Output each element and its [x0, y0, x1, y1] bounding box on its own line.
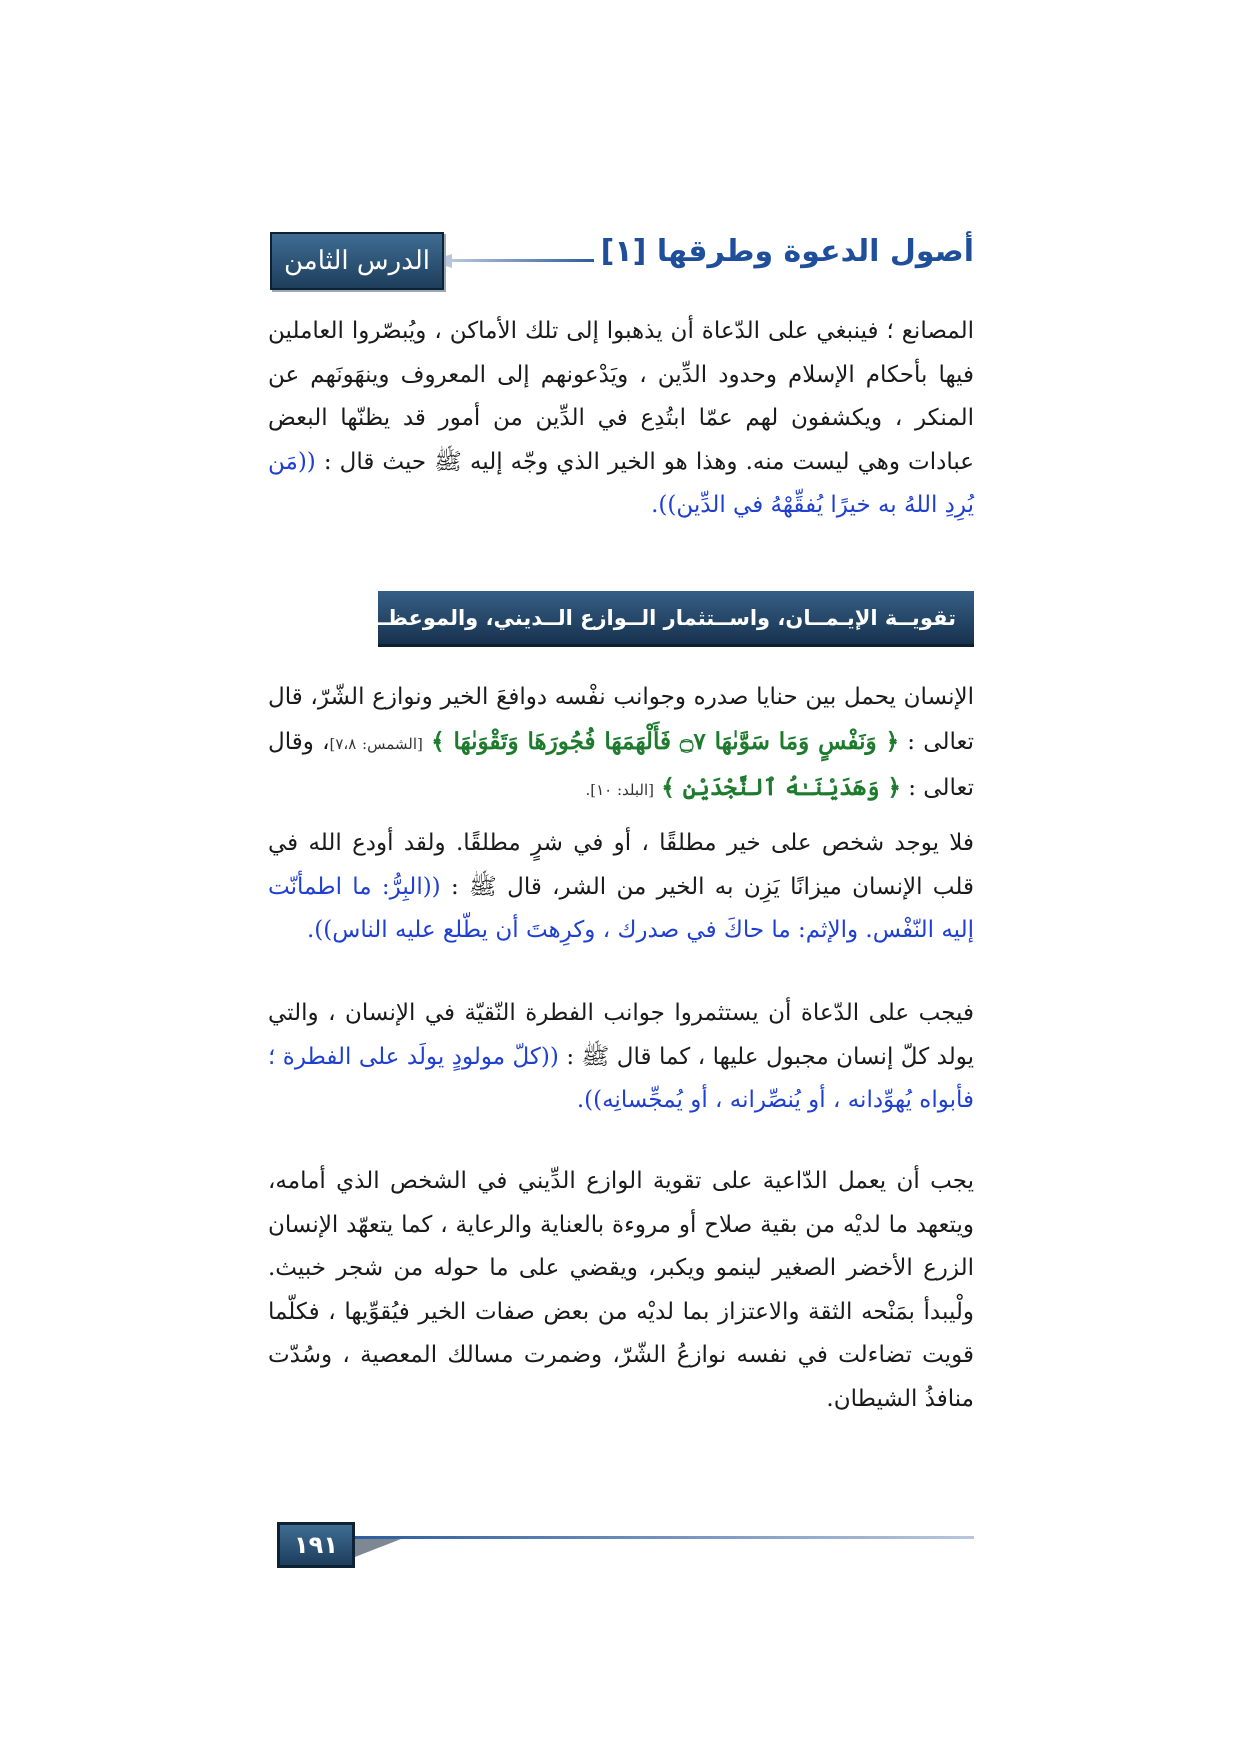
- quran-verse-2: ﴿ وَهَدَيْنَـٰهُ ٱلنَّجْدَيْنِ ﴾: [661, 774, 901, 801]
- quran-verse-1: ﴿ وَنَفْسٍ وَمَا سَوَّىٰهَا ۝٧ فَأَلْهَمَهَا فُجُورَهَا وَتَقْوَىٰهَا ﴾: [431, 727, 900, 755]
- section-heading-bar: [266, 591, 974, 647]
- paragraph-4: [268, 1160, 974, 1421]
- paragraph-3-hadith: ((كلّ مولودٍ يولَد على الفطرة ؛ فأبواه يُهوِّدانه ، أو يُنصِّرانه ، أو يُمجِّسانِه)).: [268, 1043, 974, 1113]
- lesson-badge: [270, 232, 444, 290]
- quran-reference-1: [الشمس: ٧،٨]: [329, 734, 423, 753]
- paragraph-2-text: فلا يوجد شخص على خير مطلقًا ، أو في شرٍ مطلقًا. ولقد أودع الله في قلب الإنسان ميزانًا يَزِن به الخير من الشر، قال ﷺ :: [268, 830, 974, 900]
- paragraph-4-text: يجب أن يعمل الدّاعية على تقوية الوازع الدِّيني في الشخص الذي أمامه، ويتعهد ما لديْه من بقية صلاح أو مروءة بالعناية والرعاية ، كما يتعهّد الإنسان الزرع الأخضر الصغير لينمو ويكبر، ويقضي على ما حوله من شجر خبيث. ولْيبدأ بمَنْحه الثقة والاعتزاز بما لديْه من بعض صفات الخير فيُقوِّيها ، فكلّما قويت تضاءلت في نفسه نوازعُ الشّرّ، وضمرت مسالك المعصية ، وسُدّت منافذُ الشيطان.: [268, 1168, 974, 1412]
- paragraph-1: [268, 676, 974, 813]
- header-divider: [450, 259, 594, 262]
- lesson-badge-label: الدرس الثامن: [284, 246, 430, 276]
- section-heading: تقويــة الإيـمــان، واســتثمار الــوازع الــديني، والموعظــة الحســنة: [266, 605, 956, 630]
- quran-reference-2: [البلد: ١٠].: [585, 781, 654, 799]
- page-footer: [277, 1522, 974, 1578]
- page-header: [270, 232, 974, 288]
- paragraph-3-text: فيجب على الدّعاة أن يستثمروا جوانب الفطرة النّقيّة في الإنسان ، والتي يولد كلّ إنسان مجبول عليها ، كما قال ﷺ :: [268, 1000, 975, 1070]
- page-number: ١٩١: [294, 1531, 338, 1559]
- footer-divider: [355, 1536, 974, 1539]
- paragraph-2-hadith: ((البِرُّ: ما اطمأنّت إليه النّفْس. والإثم: ما حاكَ في صدرك ، وكرِهتَ أن يطّلع عليه الناس)).: [268, 873, 974, 943]
- intro-hadith: ((مَن يُرِدِ اللهُ به خيرًا يُفقِّهْهُ في الدِّين)).: [268, 448, 974, 518]
- paragraph-3: [268, 992, 974, 1123]
- paragraph-1-text-a: الإنسان يحمل بين حنايا صدره وجوانب نفْسه دوافعَ الخير ونوازع الشّرّ، قال تعالى :: [268, 684, 974, 755]
- running-title: أصول الدعوة وطرقها [١]: [600, 234, 974, 269]
- paragraph-1-text-b: ، وقال تعالى :: [268, 728, 974, 801]
- paragraph-2: [268, 822, 974, 953]
- intro-paragraph: [268, 310, 974, 528]
- page-number-box: [277, 1522, 355, 1568]
- intro-text: المصانع ؛ فينبغي على الدّعاة أن يذهبوا إلى تلك الأماكن ، ويُبصّروا العاملين فيها بأحكام الإسلام وحدود الدِّين ، ويَدْعونهم إلى المعروف وينهَونَهم عن المنكر ، ويكشفون لهم عمّا ابتُدِع في الدِّين من أمور قد يظنّها البعض عبادات وهي ليست منه. وهذا هو الخير الذي وجّه إليه ﷺ حيث قال :: [268, 318, 974, 475]
